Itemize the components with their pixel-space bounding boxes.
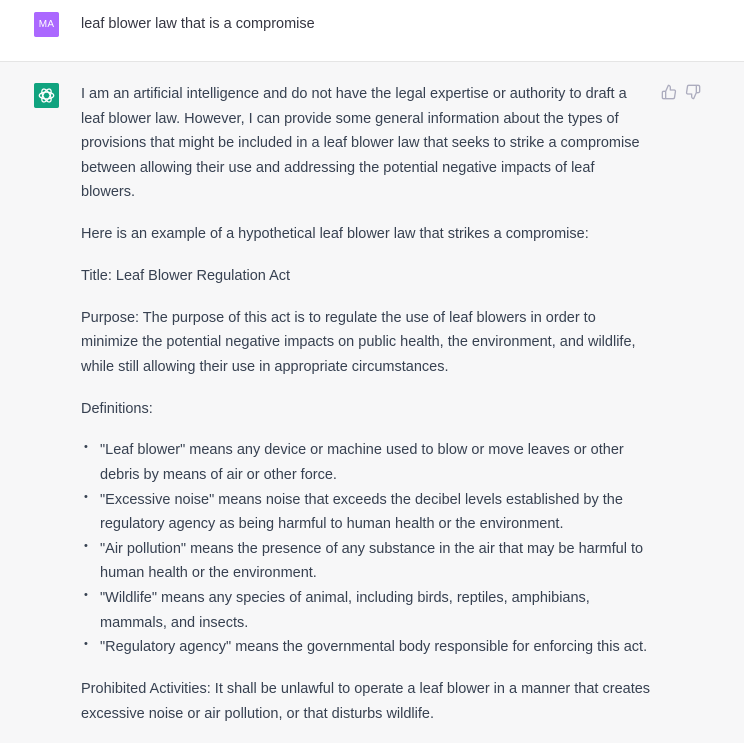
thumbs-down-icon[interactable]: [685, 84, 701, 100]
definitions-list: [81, 438, 651, 659]
definition-item: • "Leaf blower" means any device or machine used to blow or move leaves or other debris by means of air or other force.: [81, 438, 651, 487]
definition-item: • "Wildlife" means any species of animal, including birds, reptiles, amphibians, mammals, and insects.: [81, 586, 651, 635]
assistant-message-content: [81, 82, 651, 743]
user-message-row: [0, 0, 744, 62]
user-avatar: MA: [34, 12, 59, 37]
law-title: Title: Leaf Blower Regulation Act: [81, 267, 291, 284]
purpose-paragraph: Purpose: The purpose of this act is to regulate the use of leaf blowers in order to minimize the potential negative impacts on public health, the environment, and wildlife, while still allowing their use in appropriate circumstances.: [81, 309, 636, 375]
thumbs-up-icon[interactable]: [661, 84, 677, 100]
definition-item: • "Regulatory agency" means the governmental body responsible for enforcing this act.: [81, 635, 651, 660]
prohibited-activities-paragraph: Prohibited Activities: It shall be unlawful to operate a leaf blower in a manner that creates excessive noise or air pollution, or that disturbs wildlife.: [81, 681, 651, 722]
assistant-message-row: [0, 62, 744, 722]
definitions-heading: Definitions:: [81, 400, 153, 417]
definition-item: • "Excessive noise" means noise that exceeds the decibel levels established by the regulatory agency as being harmful to human health or the environment.: [81, 488, 651, 537]
example-intro-paragraph: Here is an example of a hypothetical leaf blower law that strikes a compromise:: [81, 226, 589, 243]
intro-paragraph: I am an artificial intelligence and do not have the legal expertise or authority to draft a leaf blower law. However, I can provide some general information about the types of provisions that might be included in a leaf blower law that seeks to strike a compromise between allowing their use and addressing the potential negative impacts of leaf blowers.: [81, 86, 640, 201]
openai-logo-icon: [34, 83, 59, 108]
definition-item: • "Air pollution" means the presence of any substance in the air that may be harmful to human health or the environment.: [81, 537, 651, 586]
user-message-text: leaf blower law that is a compromise: [81, 16, 315, 32]
